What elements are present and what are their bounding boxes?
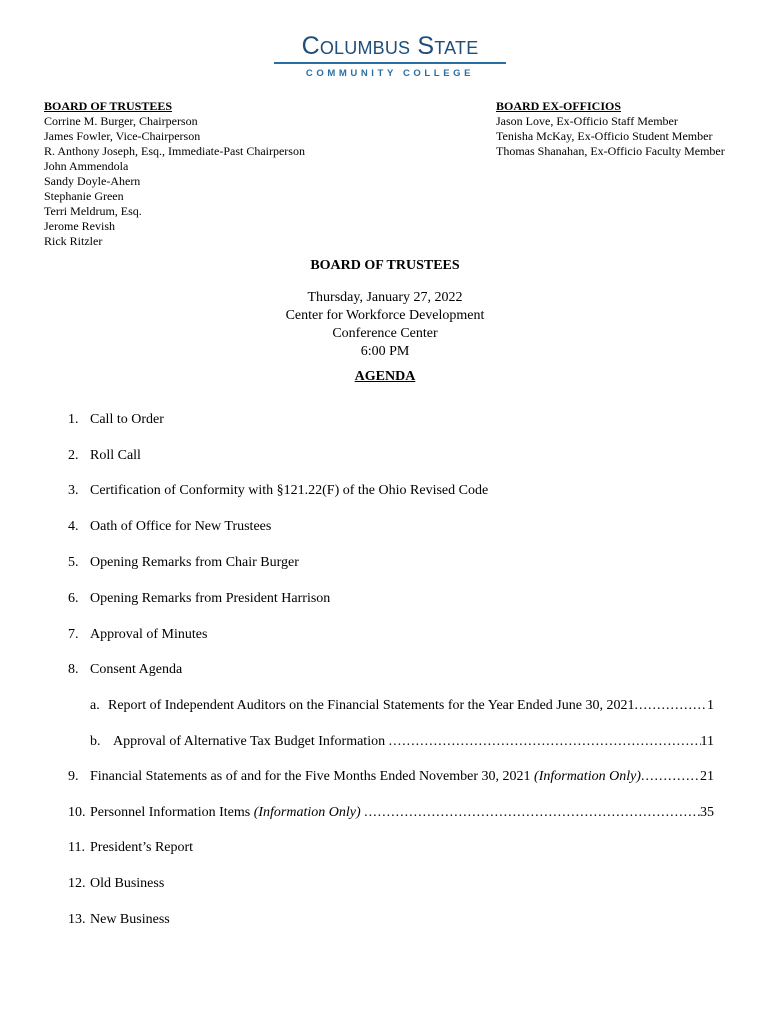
agenda-item: 6. Opening Remarks from President Harrison — [68, 591, 331, 606]
meeting-room: Conference Center — [332, 326, 438, 341]
agenda-item: 8. Consent Agenda — [68, 662, 183, 677]
agenda-item: 9. Financial Statements as of and for the Five Months Ended November 30, 2021 (Information Only) ..... 21 — [68, 769, 714, 785]
exofficio-member: Thomas Shanahan, Ex-Officio Faculty Member — [496, 144, 725, 158]
trustees-list — [44, 99, 305, 249]
logo-title: Columbus State — [301, 32, 479, 60]
college-logo — [274, 32, 506, 84]
exofficios-list — [496, 99, 725, 159]
exofficio-member: Jason Love, Ex-Officio Staff Member — [496, 114, 678, 128]
trustee-member: James Fowler, Vice-Chairperson — [44, 129, 201, 143]
agenda-item: 3. Certification of Conformity with §121.22(F) of the Ohio Revised Code — [68, 483, 489, 498]
trustee-member: Sandy Doyle-Ahern — [44, 174, 141, 188]
trustee-member: Corrine M. Burger, Chairperson — [44, 114, 198, 128]
agenda-item: 4. Oath of Office for New Trustees — [68, 519, 272, 534]
agenda-item: 2. Roll Call — [68, 448, 141, 463]
meeting-info — [0, 289, 770, 361]
trustee-member: John Ammendola — [44, 159, 129, 173]
trustee-member: Jerome Revish — [44, 219, 115, 233]
agenda-heading: AGENDA — [354, 369, 416, 384]
trustees-heading: BOARD OF TRUSTEES — [44, 99, 173, 113]
trustee-member: R. Anthony Joseph, Esq., Immediate-Past Chairperson — [44, 144, 305, 158]
exofficios-heading: BOARD EX-OFFICIOS — [496, 99, 622, 113]
trustee-member: Terri Meldrum, Esq. — [44, 204, 142, 218]
agenda-item: 12. Old Business — [68, 876, 165, 891]
agenda-item: 10. Personnel Information Items (Information Only) ..... 35 — [68, 805, 714, 821]
agenda-item: 13. New Business — [68, 912, 170, 927]
trustee-member: Rick Ritzler — [44, 234, 103, 248]
agenda-item: 5. Opening Remarks from Chair Burger — [68, 555, 299, 570]
agenda-subitem: b. Approval of Alternative Tax Budget Information ..... 11 — [90, 734, 714, 750]
agenda-item: 1. Call to Order — [68, 412, 164, 427]
agenda-subitem: a. Report of Independent Auditors on the Financial Statements for the Year Ended June 30, 2021 ..... 1 — [90, 698, 714, 714]
trustee-member: Stephanie Green — [44, 189, 124, 203]
exofficio-member: Tenisha McKay, Ex-Officio Student Member — [496, 129, 713, 143]
agenda-item: 11. President’s Report — [68, 840, 194, 855]
meeting-title: BOARD OF TRUSTEES — [310, 258, 460, 273]
meeting-date: Thursday, January 27, 2022 — [307, 290, 463, 305]
logo-subtitle: COMMUNITY COLLEGE — [305, 68, 475, 79]
meeting-venue: Center for Workforce Development — [285, 308, 485, 323]
meeting-time: 6:00 PM — [360, 344, 410, 359]
agenda-item: 7. Approval of Minutes — [68, 627, 208, 642]
logo-divider — [274, 62, 506, 64]
